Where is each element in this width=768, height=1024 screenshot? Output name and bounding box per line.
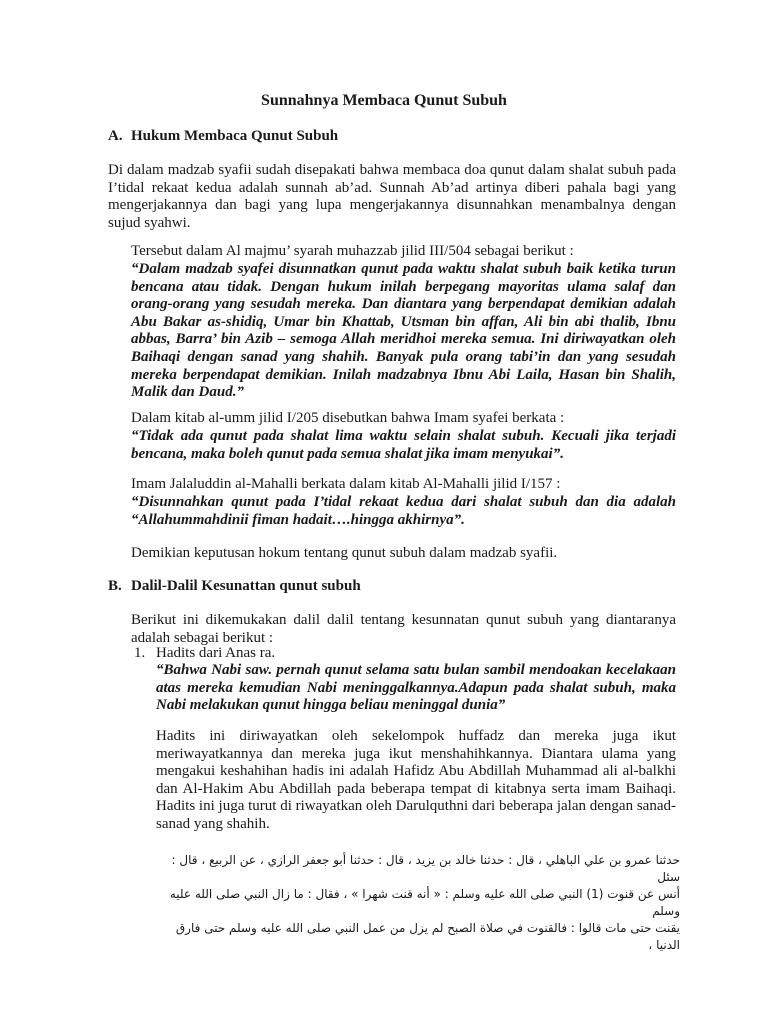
section-b-marker: B. bbox=[108, 578, 122, 594]
section-b-heading: Dalil-Dalil Kesunattan qunut subuh bbox=[131, 578, 361, 594]
item1-explanation: Hadits ini diriwayatkan oleh sekelompok huffadz dan mereka juga ikut meriwayatkannya dan mereka juga ikut menshahihkannya. Diantara ulama yang mengakui keshahihan hadis ini adalah Hafidz Abu Abdillah Muhammad ali al-balkhi dan Al-Hakim Abu Abdillah pada beberapa tempat di kitabnya serta imam Baihaqi. Hadits ini juga turut di riwayatkan oleh Darulquthni dari beberapa jalan dengan sanad-sanad yang shahih. bbox=[156, 728, 676, 832]
quote2-text: “Tidak ada qunut pada shalat lima waktu selain shalat subuh. Kecuali jika terjadi bencana, maka boleh qunut pada semua shalat jika imam menyukai”. bbox=[131, 428, 676, 462]
quote1-intro: Tersebut dalam Al majmu’ syarah muhazzab jilid III/504 sebagai berikut : bbox=[131, 243, 574, 259]
section-a-intro: Di dalam madzab syafii sudah disepakati bahwa membaca doa qunut dalam shalat subuh pada I’tidal rekaat kedua adalah sunnah ab’ad. Sunnah Ab’ad artinya diberi pahala bagi yang mengerjakannya dan bagi yang lupa mengerjakannya disunnahkan menambalnya dengan sujud syahwi. bbox=[108, 162, 676, 231]
item1-quote: “Bahwa Nabi saw. pernah qunut selama satu bulan sambil mendoakan kecelakaan atas mereka kemudian Nabi meninggalkannya.Adapun pada shalat subuh, maka Nabi melakukan qunut hingga beliau meninggal dunia” bbox=[156, 662, 676, 714]
section-a-heading: Hukum Membaca Qunut Subuh bbox=[131, 128, 339, 144]
list-item-heading: Hadits dari Anas ra. bbox=[156, 645, 276, 661]
quote1-text: “Dalam madzab syafei disunnatkan qunut pada waktu shalat subuh baik ketika turun bencana atau tidak. Dengan hukum inilah berpegang mayoritas ulama salaf dan orang-orang yang sesudah mereka. Dan diantara yang berpendapat demikian adalah Abu Bakar as-shidiq, Umar bin Khattab, Utsman bin affan, Ali bin abi thalib, Ibnu abbas, Barra’ bin Azib – semoga Allah meridhoi mereka semua. Ini diriwayatkan oleh Baihaqi dengan sanad yang shahih. Banyak pula orang tabi’in dan yang sesudah mereka berpendapat demikian. Inilah madzabnya Ibnu Abi Laila, Hasan bin Shalih, Malik dan Daud.” bbox=[131, 261, 676, 401]
quote3-intro: Imam Jalaluddin al-Mahalli berkata dalam kitab Al-Mahalli jilid I/157 : bbox=[131, 476, 561, 492]
arabic-line: يقنت حتى مات قالوا : فالقنوت في صلاة الصبح لم يزل من عمل النبي صلى الله عليه وسلم حتى فارق الدنيا ، bbox=[175, 921, 680, 952]
quote3-text: “Disunnahkan qunut pada I’tidal rekaat kedua dari shalat subuh dan dia adalah “Allahummahdinii fiman hadait….hingga akhirnya”. bbox=[131, 494, 676, 528]
arabic-line: حدثنا عمرو بن علي الباهلي ، قال : حدثنا خالد بن يزيد ، قال : حدثنا أبو جعفر الرازي ، عن الربيع ، قال : سئل bbox=[171, 853, 680, 884]
section-a-marker: A. bbox=[108, 128, 123, 144]
list-item-number: 1. bbox=[134, 645, 146, 661]
section-a-conclusion: Demikian keputusan hokum tentang qunut subuh dalam madzab syafii. bbox=[131, 545, 558, 561]
page-title: Sunnahnya Membaca Qunut Subuh bbox=[261, 92, 507, 109]
section-b-intro: Berikut ini dikemukakan dalil dalil tentang kesunnatan qunut subuh yang diantaranya adalah sebagai berikut : bbox=[131, 612, 676, 646]
arabic-line: أنس عن قنوت (1) النبي صلى الله عليه وسلم : « أنه قنت شهرا » ، فقال : ما زال النبي صلى الله عليه وسلم bbox=[169, 887, 680, 918]
arabic-hadith-text bbox=[150, 852, 680, 954]
quote2-intro: Dalam kitab al-umm jilid I/205 disebutkan bahwa Imam syafei berkata : bbox=[131, 410, 565, 426]
